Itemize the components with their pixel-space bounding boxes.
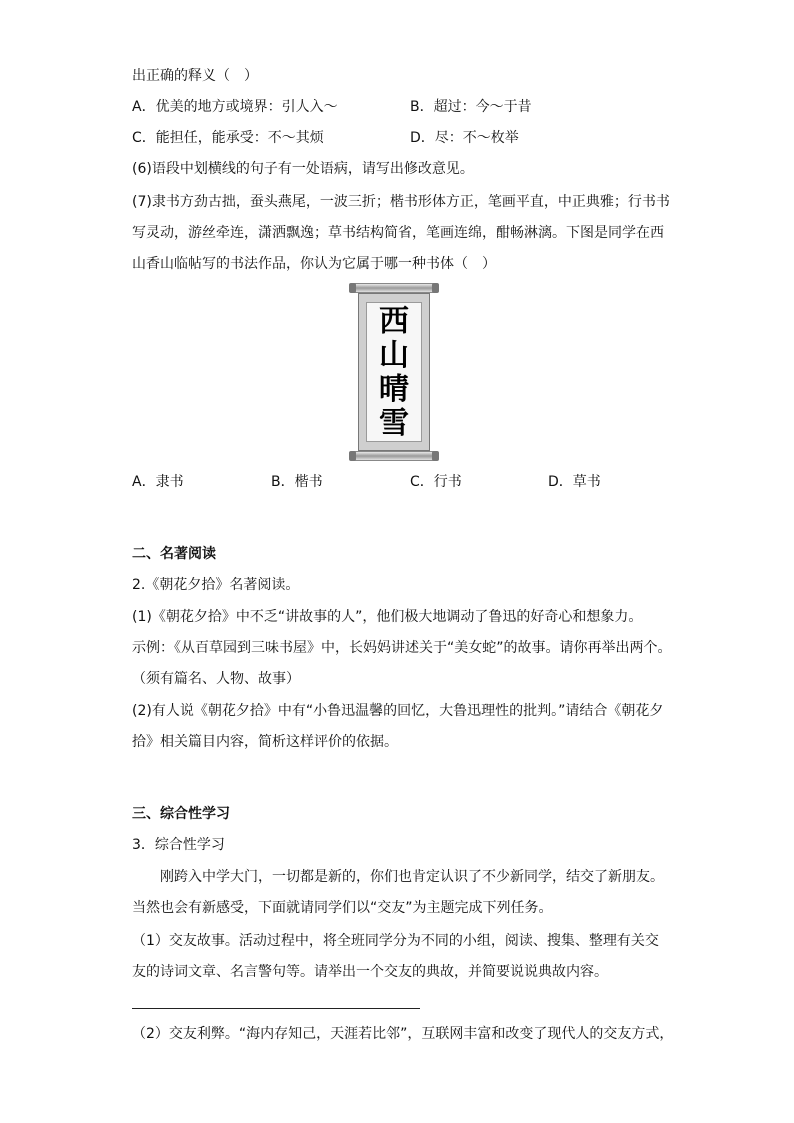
question-2: 2.《朝花夕拾》名著阅读。 xyxy=(132,577,300,593)
scroll-paper xyxy=(358,293,430,451)
option-a: A．优美的地方或境界：引人入～ xyxy=(132,99,338,115)
question-7-line1: (7)隶书方劲古拙，蚕头燕尾，一波三折；楷书形体方正，笔画平直，中正典雅；行书书 xyxy=(132,194,670,210)
calligraphy-text xyxy=(367,305,421,441)
q7-option-c: C．行书 xyxy=(410,474,462,490)
scroll-bottom-rod xyxy=(352,451,436,461)
question-2-requirement: （须有篇名、人物、故事） xyxy=(132,671,300,687)
scroll-top-rod xyxy=(352,283,436,293)
footnote-rule xyxy=(132,1008,420,1009)
calligraphy-char: 晴 xyxy=(379,372,409,407)
question-3-intro-line1: 刚跨入中学大门，一切都是新的，你们也肯定认识了不少新同学，结交了新朋友。 xyxy=(132,869,664,885)
question-3-task2: （2）交友利弊。“海内存知己，天涯若比邻”，互联网丰富和改变了现代人的交友方式， xyxy=(132,1026,674,1042)
calligraphy-char: 山 xyxy=(379,338,409,373)
option-d: D．尽：不～枚举 xyxy=(410,130,519,146)
q7-option-b: B．楷书 xyxy=(271,474,323,490)
calligraphy-scroll-image xyxy=(352,283,436,461)
question-2-part2-line1: (2)有人说《朝花夕拾》中有“小鲁迅温馨的回忆，大鲁迅理性的批判。”请结合《朝花夕 xyxy=(132,703,664,719)
question-2-part2-line2: 拾》相关篇目内容，简析这样评价的依据。 xyxy=(132,734,398,750)
question-3-task1-line1: （1）交友故事。活动过程中，将全班同学分为不同的小组，阅读、搜集、整理有关交 xyxy=(132,933,659,949)
q7-option-a: A．隶书 xyxy=(132,474,184,490)
question-7-line3: 山香山临帖写的书法作品，你认为它属于哪一种书体（ ） xyxy=(132,256,496,272)
question-7-line2: 写灵动，游丝牵连，潇洒飘逸；草书结构简省，笔画连绵，酣畅淋漓。下图是同学在西 xyxy=(132,225,664,241)
calligraphy-char: 西 xyxy=(379,304,409,339)
question-2-example: 示例：《从百草园到三味书屋》中，长妈妈讲述关于“美女蛇”的故事。请你再举出两个。 xyxy=(132,640,672,656)
question-6: (6)语段中划横线的句子有一处语病，请写出修改意见。 xyxy=(132,161,474,177)
question-2-part1: (1)《朝花夕拾》中不乏“讲故事的人”，他们极大地调动了鲁迅的好奇心和想象力。 xyxy=(132,609,643,625)
line-q5-stem: 出正确的释义（ ） xyxy=(132,68,258,84)
section-2-heading: 二、名著阅读 xyxy=(132,546,216,562)
question-3-intro-line2: 当然也会有新感受，下面就请同学们以“交友”为主题完成下列任务。 xyxy=(132,900,553,916)
calligraphy-char: 雪 xyxy=(379,406,409,441)
section-3-heading: 三、综合性学习 xyxy=(132,806,230,822)
q7-option-d: D．草书 xyxy=(548,474,601,490)
question-3-task1-line2: 友的诗词文章、名言警句等。请举出一个交友的典故，并简要说说典故内容。 xyxy=(132,964,608,980)
scroll-panel xyxy=(366,302,422,442)
option-c: C．能担任，能承受：不～其烦 xyxy=(132,130,324,146)
question-3: 3．综合性学习 xyxy=(132,837,225,853)
option-b: B．超过：今～于昔 xyxy=(410,99,532,115)
